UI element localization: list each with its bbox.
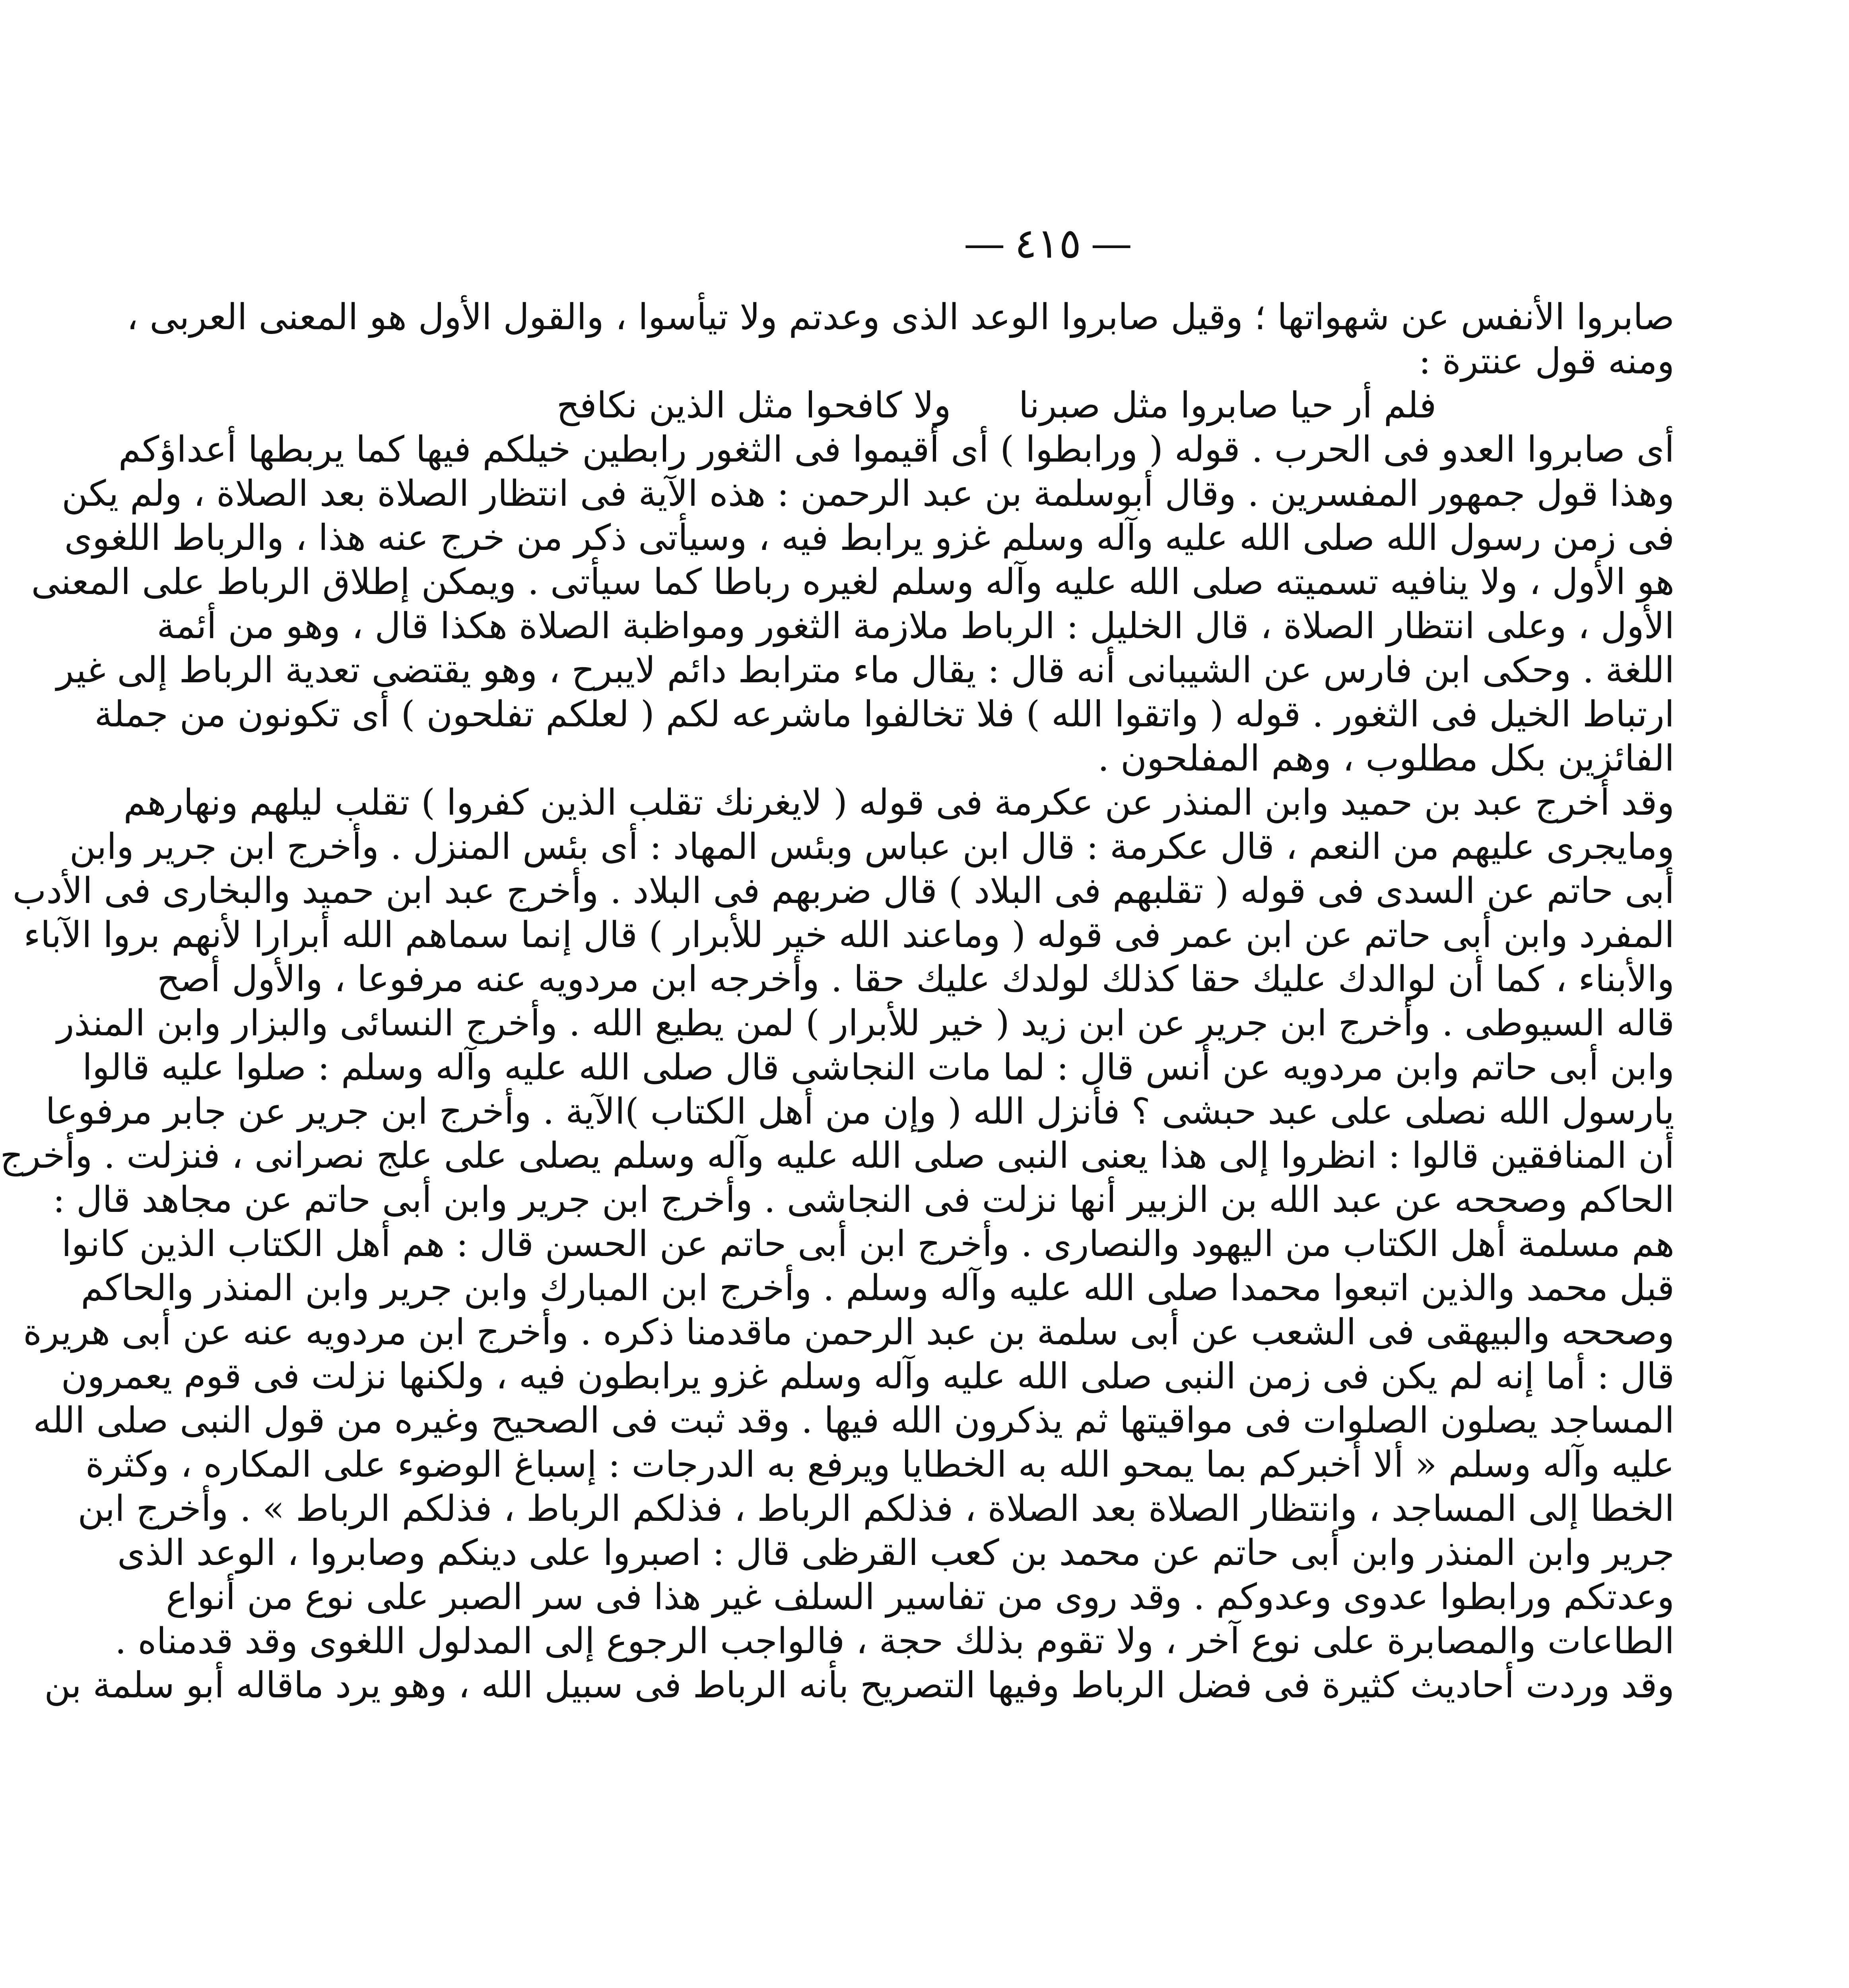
text-line: وقد أخرج عبد بن حميد وابن المنذر عن عكرمة فى قوله ( لايغرنك تقلب الذين كفروا ) تقلب ليلهم ونهارهم	[123, 782, 1674, 823]
verse-first-hemistich: فلم أر حيا صابروا مثل صبرنا	[1018, 384, 1437, 426]
text-line: جرير وابن المنذر وابن أبى حاتم عن محمد بن كعب القرظى قال : اصبروا على دينكم وصابروا ، الوعد الذى	[117, 1532, 1674, 1574]
text-line: هم مسلمة أهل الكتاب من اليهود والنصارى . وأخرج ابن أبى حاتم عن الحسن قال : هم أهل الكتاب الذين كانوا	[61, 1223, 1674, 1265]
verse-second-hemistich: ولا كافحوا مثل الذين نكافح	[556, 384, 951, 426]
text-line: ومنه قول عنترة :	[1419, 340, 1674, 382]
text-line: المساجد يصلون الصلوات فى مواقيتها ثم يذكرون الله فيها . وقد ثبت فى الصحيح وغيره من قول النبى صلى الله	[33, 1400, 1674, 1441]
text-line: المفرد وابن أبى حاتم عن ابن عمر فى قوله ( وماعند الله خير للأبرار ) قال إنما سماهم الله أبرارا لأنهم بروا الآباء	[23, 914, 1674, 956]
text-line: هو الأول ، ولا ينافيه تسميته صلى الله عليه وآله وسلم لغيره رباطا كما سيأتى . ويمكن إطلاق الرباط على المعنى	[31, 561, 1674, 603]
page-number-value: ٤١٥	[1014, 219, 1082, 268]
text-line: الأول ، وعلى انتظار الصلاة ، قال الخليل : الرباط ملازمة الثغور ومواظبة الصلاة هكذا قال ، وهو من أئمة	[157, 605, 1674, 647]
text-line: أن المنافقين قالوا : انظروا إلى هذا يعنى النبى صلى الله عليه وآله وسلم يصلى على علج نصرانى ، فنزلت . وأخرج	[0, 1135, 1674, 1176]
text-line: الخطا إلى المساجد ، وانتظار الصلاة بعد الصلاة ، فذلكم الرباط ، فذلكم الرباط ، فذلكم الرباط » . وأخرج ابن	[78, 1488, 1674, 1530]
text-line: قبل محمد والذين اتبعوا محمدا صلى الله عليه وآله وسلم . وأخرج ابن المبارك وابن جرير وابن المنذر والحاكم	[81, 1267, 1674, 1309]
page-number	[247, 219, 1849, 268]
text-line: ومايجرى عليهم من النعم ، قال عكرمة : قال ابن عباس وبئس المهاد : أى بئس المنزل . وأخرج ابن جرير وابن	[69, 826, 1674, 868]
text-line: والأبناء ، كما أن لوالدك عليك حقا كذلك لولدك عليك حقا . وأخرجه ابن مردويه عنه مرفوعا ، والأول أصح	[157, 958, 1674, 1000]
text-line: الطاعات والمصابرة على نوع آخر ، ولا تقوم بذلك حجة ، فالواجب الرجوع إلى المدلول اللغوى وقد قدمناه .	[115, 1620, 1674, 1662]
text-line: أبى حاتم عن السدى فى قوله ( تقلبهم فى البلاد ) قال ضربهم فى البلاد . وأخرج عبد ابن حميد والبخارى فى الأدب	[12, 870, 1674, 912]
text-line: قاله السيوطى . وأخرج ابن جرير عن ابن زيد ( خير للأبرار ) لمن يطيع الله . وأخرج النسائى والبزار وابن المنذر	[56, 1002, 1674, 1044]
text-line: وابن أبى حاتم وابن مردويه عن أنس قال : لما مات النجاشى قال صلى الله عليه وآله وسلم : صلوا عليه قالوا	[82, 1046, 1674, 1088]
text-line: أى صابروا العدو فى الحرب . قوله ( ورابطوا ) أى أقيموا فى الثغور رابطين خيلكم فيها كما يربطها أعداؤكم	[118, 429, 1674, 470]
text-line: وصححه والبيهقى فى الشعب عن أبى سلمة بن عبد الرحمن ماقدمنا ذكره . وأخرج ابن مردويه عنه عن أبى هريرة	[23, 1311, 1674, 1353]
text-line: وهذا قول جمهور المفسرين . وقال أبوسلمة بن عبد الرحمن : هذه الآية فى انتظار الصلاة بعد الصلاة ، ولم يكن	[62, 473, 1674, 514]
text-line: الفائزين بكل مطلوب ، وهم المفلحون .	[1097, 738, 1674, 779]
text-line: اللغة . وحكى ابن فارس عن الشيبانى أنه قال : يقال ماء مترابط دائم لايبرح ، وهو يقتضى تعدية الرباط إلى غير	[56, 649, 1674, 691]
text-line: وعدتكم ورابطوا عدوى وعدوكم . وقد روى من تفاسير السلف غير هذا فى سر الصبر على نوع من أنواع	[166, 1576, 1674, 1618]
text-line: الحاكم وصححه عن عبد الله بن الزبير أنها نزلت فى النجاشى . وأخرج ابن جرير وابن أبى حاتم عن مجاهد قال :	[52, 1179, 1674, 1221]
text-line: يارسول الله نصلى على عبد حبشى ؟ فأنزل الله ( وإن من أهل الكتاب )الآية . وأخرج ابن جرير عن جابر مرفوعا	[45, 1091, 1674, 1132]
text-line: ارتباط الخيل فى الثغور . قوله ( واتقوا الله ) فلا تخالفوا ماشرعه لكم ( لعلكم تفلحون ) أى تكونون من جملة	[94, 693, 1674, 735]
text-line: فى زمن رسول الله صلى الله عليه وآله وسلم غزو يرابط فيه ، وسيأتى ذكر من خرج عنه هذا ، والرباط اللغوى	[64, 517, 1674, 559]
poetry-verse	[422, 384, 1674, 429]
text-line: عليه وآله وسلم « ألا أخبركم بما يمحو الله به الخطايا ويرفع به الدرجات : إسباغ الوضوء على المكاره ، وكثرة	[85, 1444, 1674, 1485]
text-line: وقد وردت أحاديث كثيرة فى فضل الرباط وفيها التصريح بأنه الرباط فى سبيل الله ، وهو يرد ماقاله أبو سلمة بن	[44, 1664, 1674, 1706]
text-line: قال : أما إنه لم يكن فى زمن النبى صلى الله عليه وآله وسلم غزو يرابطون فيه ، ولكنها نزلت فى قوم يعمرون	[61, 1355, 1674, 1397]
body-text	[0, 296, 1674, 1708]
page-number-dash-right: —	[1091, 219, 1132, 268]
text-line: صابروا الأنفس عن شهواتها ؛ وقيل صابروا الوعد الذى وعدتم ولا تيأسوا ، والقول الأول هو المعنى العربى ،	[126, 296, 1674, 338]
page-number-dash-left: —	[963, 219, 1005, 268]
